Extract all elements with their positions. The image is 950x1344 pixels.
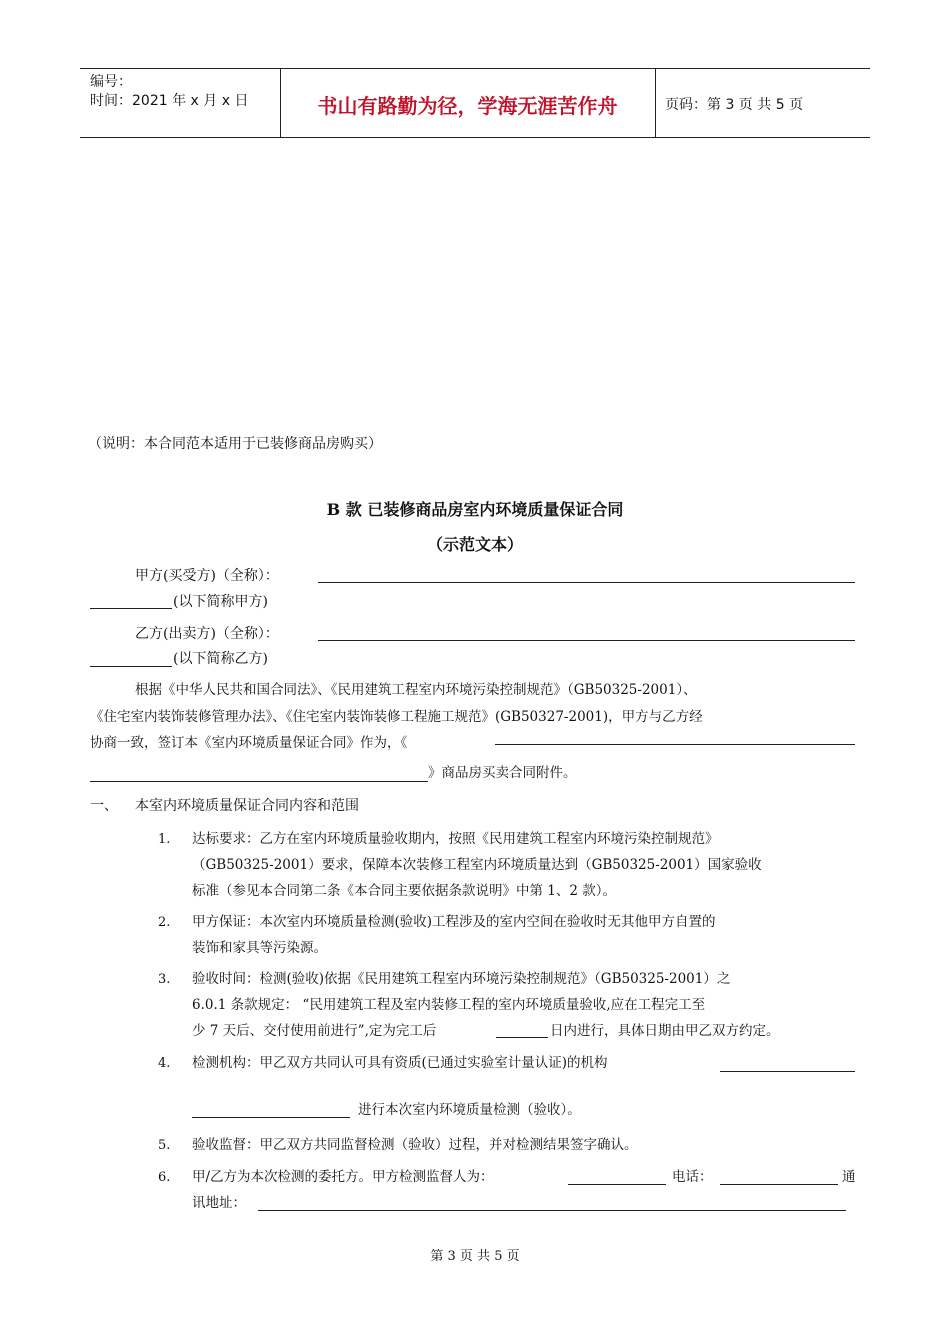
header-divider bbox=[655, 69, 656, 137]
item-text: 标准（参见本合同第二条《本合同主要依据条款说明》中第 1、2 款）。 bbox=[192, 883, 617, 899]
header-time: 时间：2021 年 x 月 x 日 bbox=[90, 93, 249, 109]
party-a-name-field[interactable] bbox=[318, 582, 855, 583]
intro-line: 协商一致，签订本《室内环境质量保证合同》作为，《 bbox=[90, 735, 408, 751]
intro-line: 》商品房买卖合同附件。 bbox=[428, 765, 577, 781]
days-field[interactable] bbox=[496, 1037, 548, 1038]
item-text: 少 7 天后、交付使用前进行”,定为完工后 bbox=[192, 1023, 437, 1039]
contract-subtitle: （示范文本） bbox=[426, 535, 523, 554]
header-page-number: 页码：第 3 页 共 5 页 bbox=[665, 97, 804, 113]
item-text: 达标要求：乙方在室内环境质量验收期内，按照《民用建筑工程室内环境污染控制规范》 bbox=[192, 831, 719, 847]
contract-name-field[interactable] bbox=[495, 744, 855, 745]
header-meta bbox=[90, 73, 248, 111]
item-text: 讯地址： bbox=[192, 1195, 246, 1211]
item-text: 甲方保证：本次室内环境质量检测(验收)工程涉及的室内空间在验收时无其他甲方自置的 bbox=[192, 914, 716, 930]
address-field[interactable] bbox=[258, 1210, 846, 1211]
page-header bbox=[80, 68, 870, 138]
header-number: 编号： bbox=[90, 74, 132, 90]
item-text: 甲/乙方为本次检测的委托方。甲方检测监督人为： bbox=[192, 1169, 494, 1185]
phone-field[interactable] bbox=[720, 1184, 838, 1185]
party-b-name-field-cont[interactable] bbox=[90, 666, 172, 667]
contract-name-field-cont[interactable] bbox=[90, 781, 428, 782]
header-motto: 书山有路勤为径，学海无涯苦作舟 bbox=[317, 94, 618, 118]
contract-title: B 款 已装修商品房室内环境质量保证合同 bbox=[326, 500, 624, 519]
party-a-label: 甲方(买受方)（全称）： bbox=[135, 568, 279, 584]
supervisor-name-field[interactable] bbox=[568, 1184, 666, 1185]
party-a-suffix: (以下简称甲方) bbox=[173, 594, 268, 610]
section-heading: 本室内环境质量保证合同内容和范围 bbox=[135, 798, 359, 814]
party-b-suffix: (以下简称乙方) bbox=[173, 651, 268, 667]
page-footer: 第 3 页 共 5 页 bbox=[430, 1249, 520, 1264]
item-text: 日内进行，具体日期由甲乙双方约定。 bbox=[550, 1023, 780, 1039]
item-number: 5. bbox=[158, 1138, 171, 1153]
item-text: 验收时间：检测(验收)依据《民用建筑工程室内环境污染控制规范》（GB50325-2001）之 bbox=[192, 971, 731, 987]
item-text: 通 bbox=[842, 1169, 856, 1185]
testing-agency-field[interactable] bbox=[720, 1071, 855, 1072]
intro-line: 根据《中华人民共和国合同法》、《民用建筑工程室内环境污染控制规范》（GB50325-2001）、 bbox=[135, 682, 697, 698]
item-text: 验收监督：甲乙双方共同监督检测（验收）过程，并对检测结果签字确认。 bbox=[192, 1137, 638, 1153]
item-text: 装饰和家具等污染源。 bbox=[192, 940, 327, 956]
intro-line: 《住宅室内装饰装修管理办法》、《住宅室内装饰装修工程施工规范》(GB50327-2001)，甲方与乙方经 bbox=[90, 709, 703, 725]
item-text: 6.0.1 条款规定： “民用建筑工程及室内装修工程的室内环境质量验收,应在工程完工至 bbox=[192, 997, 706, 1013]
item-text: 进行本次室内环境质量检测（验收）。 bbox=[358, 1102, 581, 1118]
party-b-name-field[interactable] bbox=[318, 640, 855, 641]
item-number: 4. bbox=[158, 1056, 171, 1071]
scope-note: （说明：本合同范本适用于已装修商品房购买） bbox=[88, 436, 382, 452]
item-text: （GB50325-2001）要求，保障本次装修工程室内环境质量达到（GB50325-2001）国家验收 bbox=[192, 857, 762, 873]
party-a-name-field-cont[interactable] bbox=[90, 608, 172, 609]
item-text: 电话： bbox=[672, 1169, 713, 1185]
section-number: 一、 bbox=[90, 798, 118, 814]
item-text: 检测机构：甲乙双方共同认可具有资质(已通过实验室计量认证)的机构 bbox=[192, 1055, 608, 1071]
item-number: 2. bbox=[158, 915, 171, 930]
item-number: 6. bbox=[158, 1170, 171, 1185]
item-number: 1. bbox=[158, 832, 171, 847]
party-b-label: 乙方(出卖方)（全称）： bbox=[135, 626, 279, 642]
item-number: 3. bbox=[158, 972, 171, 987]
testing-agency-field-cont[interactable] bbox=[192, 1117, 350, 1118]
